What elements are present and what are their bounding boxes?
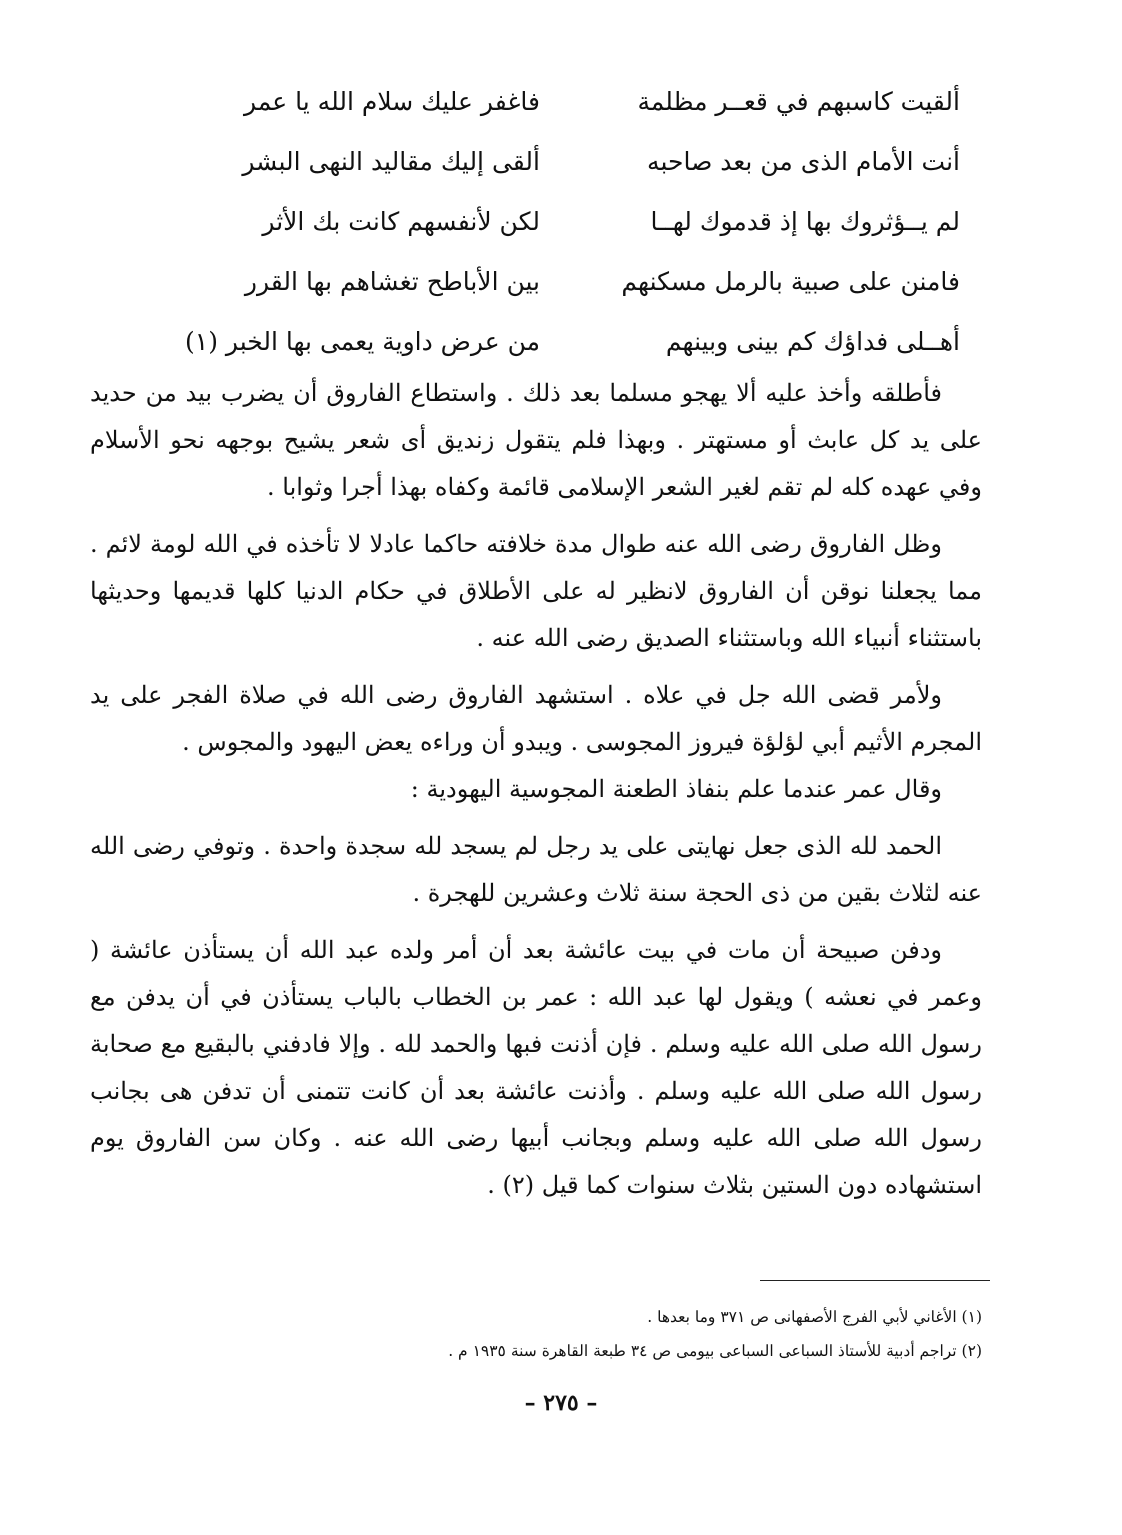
verse-first-hemistich: أنت الأمام الذى من بعد صاحبه (647, 147, 960, 176)
page-number: – ٢٧٥ – (524, 1390, 598, 1416)
poem-verse (60, 132, 1060, 192)
verse-second-hemistich: لكن لأنفسهم كانت بك الأثر (262, 207, 540, 236)
verse-second-hemistich: فاغفر عليك سلام الله يا عمر (244, 87, 540, 116)
paragraph: فأطلقه وأخذ عليه ألا يهجو مسلما بعد ذلك . واستطاع الفاروق أن يضرب بيد من حديد على يد كل عابث أو مستهتر . وبهذا فلم يتقول زنديق أى شعر يشيح بوجهه نحو الأسلام وفي عهده كله لم تقم لغير الشعر الإسلامى قائمة وكفاه بهذا أجرا وثوابا . (90, 379, 982, 501)
poem-verse (60, 192, 1060, 252)
poem-verse (60, 72, 1060, 132)
verse-first-hemistich: ألقيت كاسبهم في قعــر مظلمة (637, 87, 960, 116)
body-text (90, 370, 982, 1209)
paragraph: الحمد لله الذى جعل نهايتى على يد رجل لم يسجد لله سجدة واحدة . وتوفي رضى الله عنه لثلاث بقين من ذى الحجة سنة ثلاث وعشرين للهجرة . (90, 832, 982, 907)
footnote: (٢) تراجم أدبية للأستاذ السباعى السباعى بيومى ص ٣٤ طبعة القاهرة سنة ١٩٣٥ م . (448, 1342, 982, 1360)
footnote-separator (760, 1280, 990, 1281)
poem-verse (60, 312, 1060, 372)
paragraph: ودفن صبيحة أن مات في بيت عائشة بعد أن أمر ولده عبد الله أن يستأذن عائشة ( وعمر في نعشه ) ويقول لها عبد الله : عمر بن الخطاب بالباب يستأذن في أن يدفن مع رسول الله صلى الله عليه وسلم . فإن أذنت فبها والحمد لله . وإلا فادفني بالبقيع مع صحابة رسول الله صلى الله عليه وسلم . وأذنت عائشة بعد أن كانت تتمنى أن تدفن هى بجانب رسول الله صلى الله عليه وسلم وبجانب أبيها رضى الله عنه . وكان سن الفاروق يوم استشهاده دون الستين بثلاث سنوات كما قيل (٢) . (90, 936, 982, 1199)
poem-block (60, 72, 1060, 372)
verse-second-hemistich: بين الأباطح تغشاهم بها القرر (244, 267, 540, 296)
paragraph: وقال عمر عندما علم بنفاذ الطعنة المجوسية اليهودية : (410, 775, 942, 803)
verse-second-hemistich: ألقى إليك مقاليد النهى البشر (242, 147, 540, 176)
verse-first-hemistich: أهــلى فداؤك كم بينى وبينهم (665, 327, 960, 356)
verse-first-hemistich: لم يــؤثروك بها إذ قدموك لهــا (650, 207, 960, 236)
poem-verse (60, 252, 1060, 312)
footnote: (١) الأغاني لأبي الفرج الأصفهانى ص ٣٧١ وما بعدها . (647, 1308, 982, 1326)
footnotes (140, 1300, 982, 1368)
paragraph: وظل الفاروق رضى الله عنه طوال مدة خلافته حاكما عادلا لا تأخذه في الله لومة لائم . مما يجعلنا نوقن أن الفاروق لانظير له على الأطلاق في حكام الدنيا كلها قديمها وحديثها باستثناء أنبياء الله وباستثناء الصديق رضى الله عنه . (90, 530, 982, 652)
verse-second-hemistich: من عرض داوية يعمى بها الخبر (١) (185, 327, 540, 356)
paragraph: ولأمر قضى الله جل في علاه . استشهد الفاروق رضى الله في صلاة الفجر على يد المجرم الأثيم أبي لؤلؤة فيروز المجوسى . ويبدو أن وراءه يعض اليهود والمجوس . (90, 681, 982, 756)
verse-first-hemistich: فامنن على صبية بالرمل مسكنهم (621, 267, 960, 296)
